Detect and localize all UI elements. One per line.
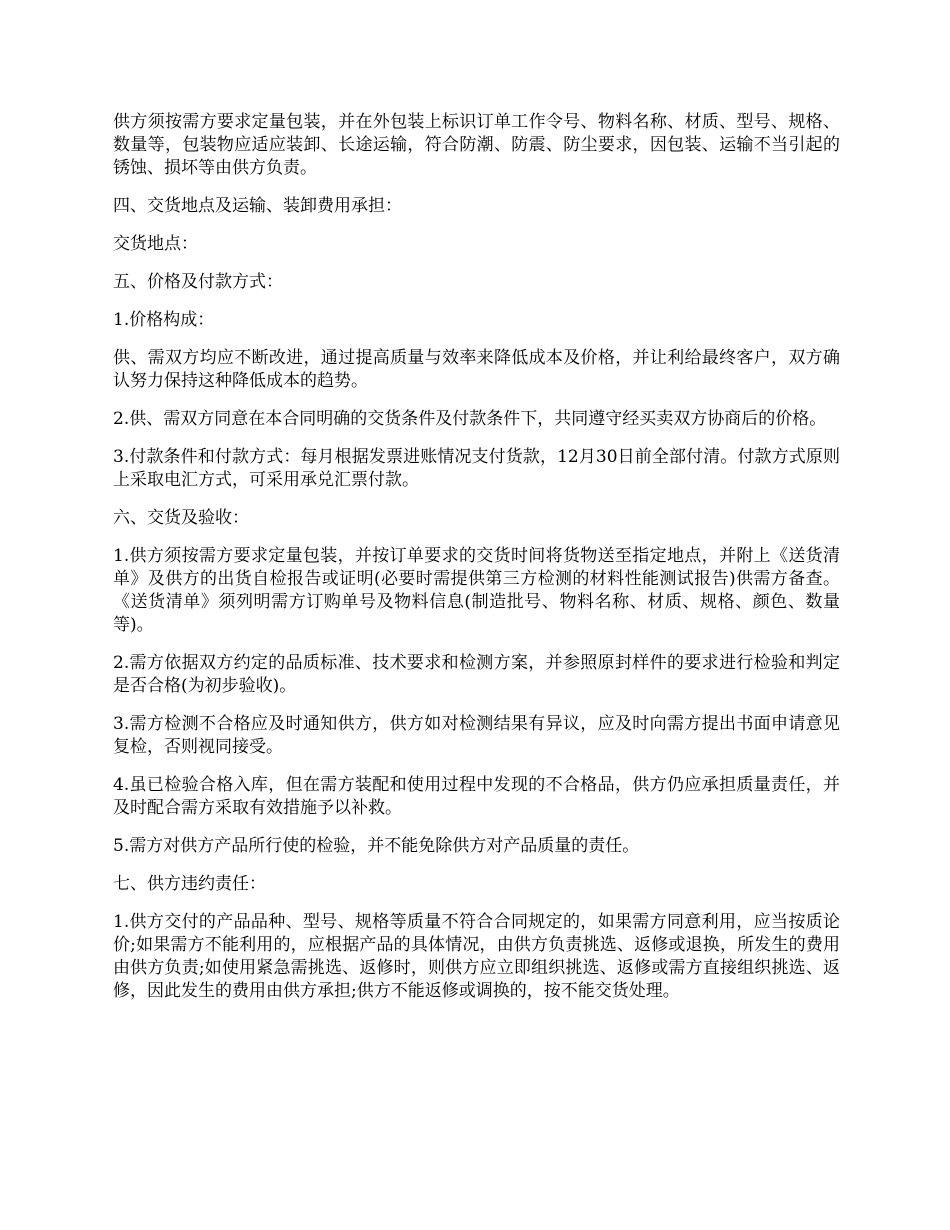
paragraph-price-agreement: 2.供、需双方同意在本合同明确的交货条件及付款条件下，共同遵守经买卖双方协商后的价格。 (113, 409, 827, 429)
paragraph-acceptance-1: 1.供方须按需方要求定量包装，并按订单要求的交货时间将货物送至指定地点，并附上《送货清单》及供方的出货自检报告或证明(必要时需提供第三方检测的材料性能测试报告)供需方备查。《送货清单》须列明需方订购单号及物料信息(制造批号、物料名称、材质、规格、颜色、数量等)。 (113, 546, 840, 635)
document-body (113, 111, 840, 1018)
heading-delivery-location: 四、交货地点及运输、装卸费用承担： (113, 196, 402, 216)
heading-delivery-acceptance: 六、交货及验收： (113, 508, 249, 528)
paragraph-price-composition: 1.价格构成： (113, 310, 215, 330)
paragraph-acceptance-5: 5.需方对供方产品所行使的检验，并不能免除供方对产品质量的责任。 (113, 836, 640, 856)
heading-supplier-liability: 七、供方违约责任： (113, 874, 266, 894)
paragraph-acceptance-2: 2.需方依据双方约定的品质标准、技术要求和检测方案，并参照原封样件的要求进行检验和判定是否合格(为初步验收)。 (113, 653, 840, 696)
paragraph-liability-1: 1.供方交付的产品品种、型号、规格等质量不符合合同规定的，如果需方同意利用，应当按质论价;如果需方不能利用的，应根据产品的具体情况，由供方负责挑选、返修或退换，所发生的费用由供方负责;如使用紧急需挑选、返修时，则供方应立即组织挑选、返修或需方直接组织挑选、返修，因此发生的费用由供方承担;供方不能返修或调换的，按不能交货处理。 (113, 912, 840, 1001)
paragraph-delivery-place: 交货地点： (113, 234, 198, 254)
paragraph-packaging: 供方须按需方要求定量包装，并在外包装上标识订单工作令号、物料名称、材质、型号、规格、数量等，包装物应适应装卸、长途运输，符合防潮、防震、防尘要求，因包装、运输不当引起的锈蚀、损坏等由供方负责。 (113, 112, 840, 178)
paragraph-cost-reduction: 供、需双方均应不断改进，通过提高质量与效率来降低成本及价格，并让利给最终客户，双方确认努力保持这种降低成本的趋势。 (113, 348, 840, 391)
paragraph-payment-terms: 3.付款条件和付款方式：每月根据发票进账情况支付货款，12月30日前全部付清。付款方式原则上采取电汇方式，可采用承兑汇票付款。 (113, 447, 840, 490)
heading-price-payment: 五、价格及付款方式： (113, 272, 283, 292)
paragraph-acceptance-3: 3.需方检测不合格应及时通知供方，供方如对检测结果有异议，应及时向需方提出书面申请意见复检，否则视同接受。 (113, 714, 840, 757)
paragraph-acceptance-4: 4.虽已检验合格入库，但在需方装配和使用过程中发现的不合格品，供方仍应承担质量责任，并及时配合需方采取有效措施予以补救。 (113, 775, 840, 818)
